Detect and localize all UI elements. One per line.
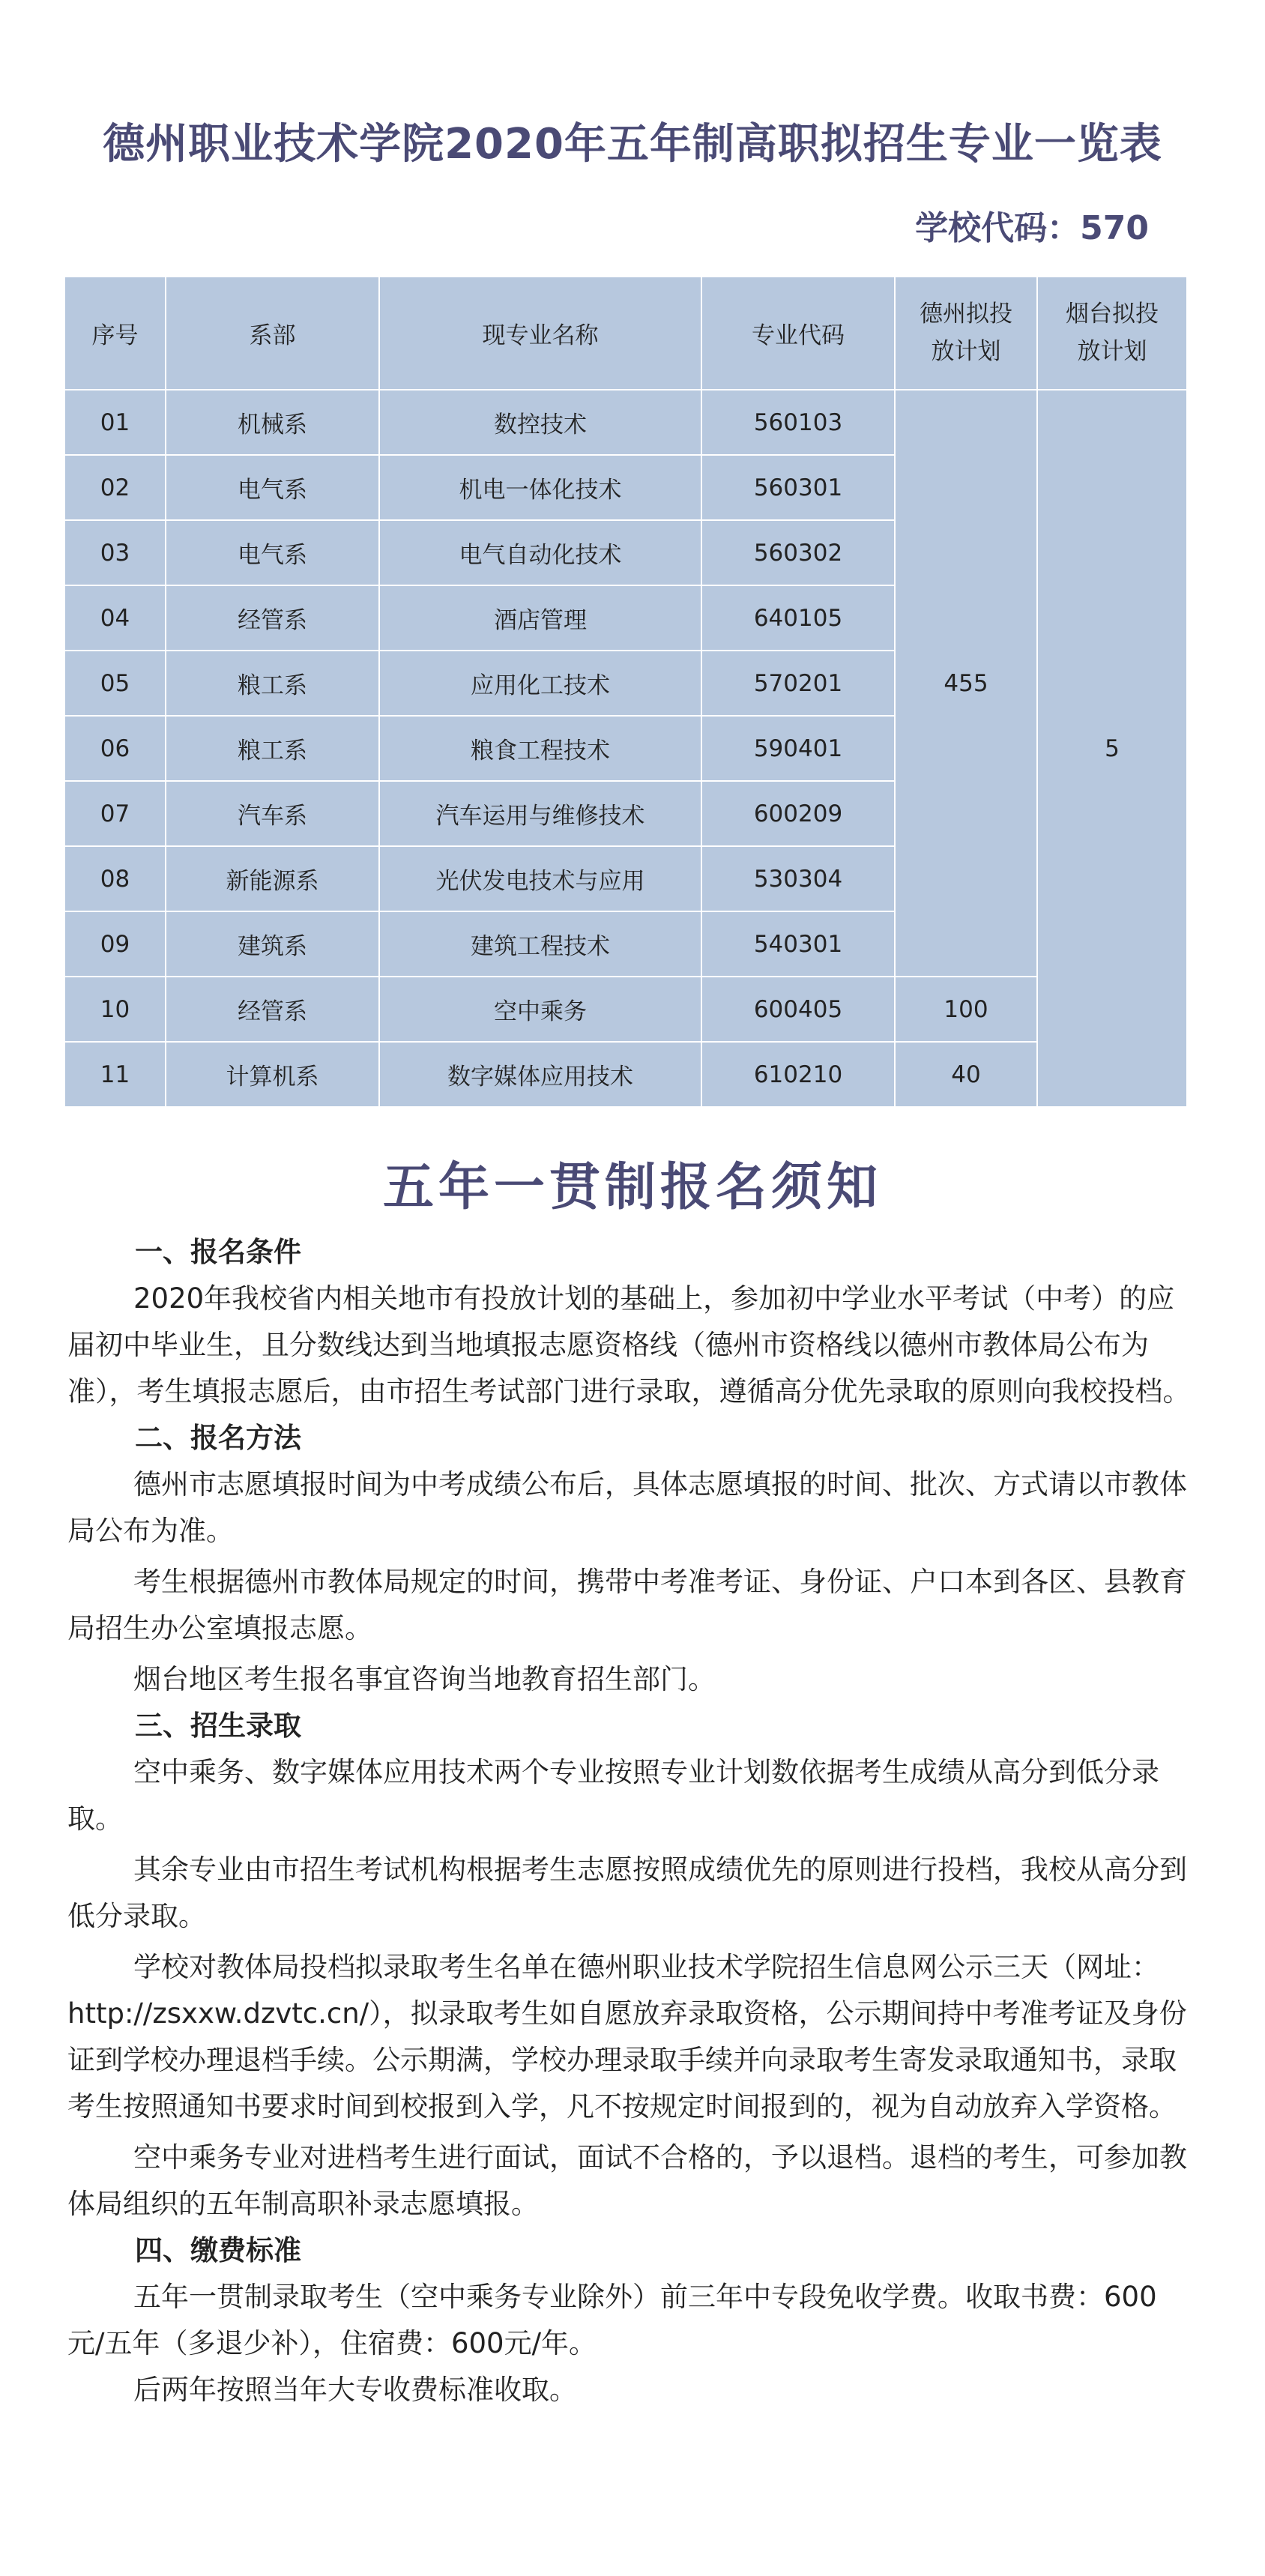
header-yantai-line1: 烟台拟投: [1066, 300, 1159, 328]
cell-dept: 新能源系: [166, 846, 379, 911]
cell-seq: 11: [64, 1042, 166, 1107]
paragraph: 空中乘务专业对进档考生进行面试，面试不合格的，予以退档。退档的考生，可参加教体局组织的五年制高职补录志愿填报。: [67, 2141, 1187, 2220]
cell-major: 机电一体化技术: [379, 455, 701, 520]
cell-major: 电气自动化技术: [379, 520, 701, 585]
cell-major: 空中乘务: [379, 977, 701, 1042]
cell-dept: 电气系: [166, 455, 379, 520]
paragraph: 2020年我校省内相关地市有投放计划的基础上，参加初中学业水平考试（中考）的应届初中毕业生，且分数线达到当地填报志愿资格线（德州市资格线以德州市教体局公布为准），考生填报志愿后，由市招生考试部门进行录取，遵循高分优先录取的原则向我校投档。: [67, 1282, 1191, 1408]
cell-seq: 06: [64, 716, 166, 781]
cell-seq: 01: [64, 390, 166, 455]
cell-code: 640105: [701, 585, 895, 651]
cell-code: 600209: [701, 781, 895, 846]
notice-body: [67, 1229, 1192, 2413]
cell-seq: 08: [64, 846, 166, 911]
header-seq: 序号: [64, 277, 166, 390]
notice-heading: 五年一贯制报名须知: [382, 1158, 882, 1217]
cell-major: 光伏发电技术与应用: [379, 846, 701, 911]
header-yantai-line2: 放计划: [1077, 337, 1147, 365]
cell-major: 粮食工程技术: [379, 716, 701, 781]
header-major: 现专业名称: [379, 277, 701, 390]
table-row: [64, 977, 1187, 1042]
cell-seq: 05: [64, 651, 166, 716]
cell-major: 应用化工技术: [379, 651, 701, 716]
table-header-row: [64, 277, 1187, 390]
cell-code: 570201: [701, 651, 895, 716]
cell-seq: 09: [64, 911, 166, 977]
header-dezhou-line1: 德州拟投: [920, 300, 1012, 328]
cell-major: 酒店管理: [379, 585, 701, 651]
cell-code: 590401: [701, 716, 895, 781]
section-title-method: 二、报名方法: [135, 1422, 301, 1454]
cell-dept: 计算机系: [166, 1042, 379, 1107]
cell-dept: 建筑系: [166, 911, 379, 977]
section-title-fees: 四、缴费标准: [135, 2234, 301, 2266]
section-title-admission: 三、招生录取: [135, 1710, 301, 1742]
cell-seq: 07: [64, 781, 166, 846]
cell-dept: 电气系: [166, 520, 379, 585]
header-dept: 系部: [166, 277, 379, 390]
cell-code: 610210: [701, 1042, 895, 1107]
header-dezhou-plan: [895, 277, 1037, 390]
cell-dept: 经管系: [166, 977, 379, 1042]
cell-seq: 04: [64, 585, 166, 651]
cell-dept: 经管系: [166, 585, 379, 651]
cell-major: 建筑工程技术: [379, 911, 701, 977]
header-dezhou-line2: 放计划: [931, 337, 1001, 365]
paragraph: 空中乘务、数字媒体应用技术两个专业按照专业计划数依据考生成绩从高分到低分录取。: [67, 1756, 1159, 1835]
school-code: 学校代码：570: [915, 209, 1149, 247]
cell-yantai-plan: 5: [1037, 390, 1187, 1107]
cell-code: 530304: [701, 846, 895, 911]
paragraph: 考生根据德州市教体局规定的时间，携带中考准考证、身份证、户口本到各区、县教育局招生办公室填报志愿。: [67, 1566, 1187, 1644]
cell-dept: 机械系: [166, 390, 379, 455]
section-title-conditions: 一、报名条件: [135, 1236, 301, 1268]
paragraph: 后两年按照当年大专收费标准收取。: [133, 2374, 577, 2406]
paragraph: 烟台地区考生报名事宜咨询当地教育招生部门。: [133, 1663, 716, 1695]
paragraph: 五年一贯制录取考生（空中乘务专业除外）前三年中专段免收学费。收取书费：600元/五年（多退少补），住宿费：600元/年。: [67, 2281, 1157, 2359]
table-row: [64, 390, 1187, 455]
enrollment-plan-table: [64, 276, 1188, 1108]
cell-code: 560103: [701, 390, 895, 455]
cell-seq: 02: [64, 455, 166, 520]
header-yantai-plan: [1037, 277, 1187, 390]
cell-code: 560302: [701, 520, 895, 585]
cell-dept: 粮工系: [166, 651, 379, 716]
cell-code: 560301: [701, 455, 895, 520]
cell-dezhou-plan-40: 40: [895, 1042, 1037, 1107]
cell-code: 540301: [701, 911, 895, 977]
table-row: [64, 1042, 1187, 1107]
cell-dept: 粮工系: [166, 716, 379, 781]
page-title: 德州职业技术学院2020年五年制高职拟招生专业一览表: [103, 120, 1162, 169]
cell-seq: 10: [64, 977, 166, 1042]
cell-dezhou-plan-455: 455: [895, 390, 1037, 977]
cell-major: 数字媒体应用技术: [379, 1042, 701, 1107]
cell-major: 汽车运用与维修技术: [379, 781, 701, 846]
paragraph: 其余专业由市招生考试机构根据考生志愿按照成绩优先的原则进行投档，我校从高分到低分录取。: [67, 1853, 1187, 1932]
cell-dezhou-plan-100: 100: [895, 977, 1037, 1042]
header-code: 专业代码: [701, 277, 895, 390]
cell-code: 600405: [701, 977, 895, 1042]
cell-major: 数控技术: [379, 390, 701, 455]
paragraph: 德州市志愿填报时间为中考成绩公布后，具体志愿填报的时间、批次、方式请以市教体局公布为准。: [67, 1468, 1187, 1547]
cell-seq: 03: [64, 520, 166, 585]
paragraph: 学校对教体局投档拟录取考生名单在德州职业技术学院招生信息网公示三天（网址：http://zsxxw.dzvtc.cn/），拟录取考生如自愿放弃录取资格，公示期间持中考准考证及身份证到学校办理退档手续。公示期满，学校办理录取手续并向录取考生寄发录取通知书，录取考生按照通知书要求时间到校报到入学，凡不按规定时间报到的，视为自动放弃入学资格。: [67, 1951, 1187, 2123]
cell-dept: 汽车系: [166, 781, 379, 846]
